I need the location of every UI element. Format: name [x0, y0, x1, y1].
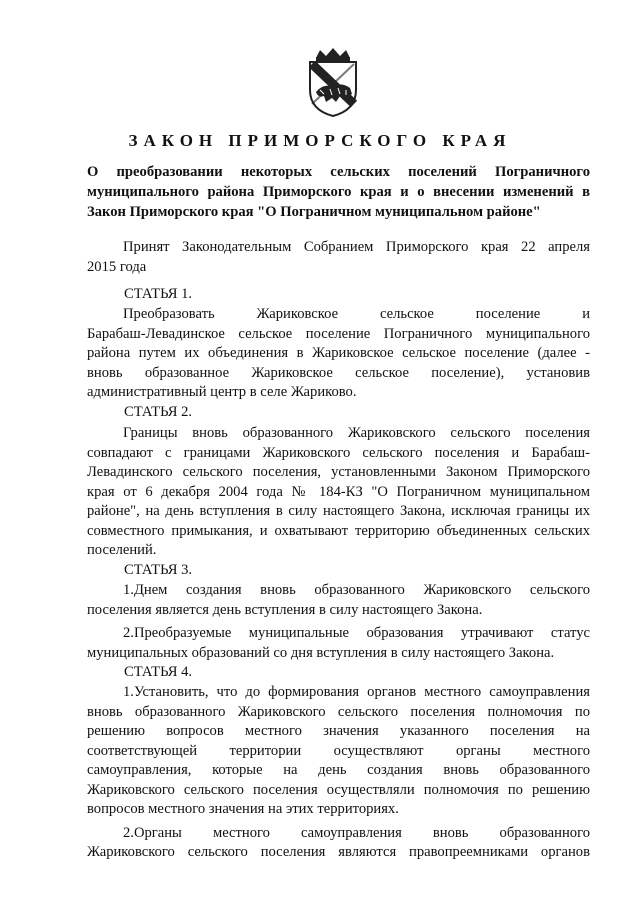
article-heading: СТАТЬЯ 3.	[124, 562, 193, 578]
article-line: вновь образованное Жариковское сельское поселение), установив	[87, 364, 590, 381]
law-subject	[87, 162, 590, 222]
article-line: Жариковского сельского поселения являются правопреемниками органов	[87, 844, 590, 860]
article-line: 2.Органы местного самоуправления вновь образованного	[123, 824, 590, 841]
article-heading: СТАТЬЯ 2.	[124, 404, 193, 420]
article-line: 1.Днем создания вновь образованного Жариковского сельского	[123, 582, 590, 598]
article-line: совместного примыкания, и охватывают территорию объединенных сельских	[87, 522, 590, 539]
article-body	[87, 305, 590, 403]
article-line: поселения является день вступления в силу настоящего Закона.	[87, 601, 483, 618]
article-line: 2.Преобразуемые муниципальные образования утрачивают статус	[123, 625, 590, 641]
article-line: совпадают с границами Жариковского сельского поселения и Барабаш-	[87, 444, 590, 461]
adoption-line: 2015 года	[87, 259, 147, 275]
subject-line: О преобразовании некоторых сельских поселений Пограничного	[87, 164, 590, 180]
subject-line: муниципального района Приморского края и о внесении изменений в	[87, 184, 590, 200]
article-body	[87, 424, 590, 561]
article-body	[87, 581, 590, 663]
article-heading: СТАТЬЯ 1.	[124, 286, 193, 302]
article-line: самоуправления, которые на день создания вновь образованного	[87, 762, 590, 778]
article-line: районе", на день вступления в силу настоящего Закона, исключая границы их	[87, 503, 590, 519]
article-body	[87, 683, 590, 863]
document-title: ЗАКОН ПРИМОРСКОГО КРАЯ	[128, 131, 512, 150]
article-line: Преобразовать Жариковское сельское поселение и	[123, 306, 590, 322]
article-line: Левадинского сельского поселения, установленными Законом Приморского	[87, 464, 590, 480]
coat-of-arms-icon	[302, 48, 364, 118]
article-line: административный центр в селе Жариково.	[87, 384, 357, 400]
article-heading: СТАТЬЯ 4.	[124, 664, 193, 680]
article-line: вновь образованного Жариковского сельского поселения полномочия по	[87, 703, 590, 720]
article-line: соответствующей территории осуществляют органы местного	[87, 742, 590, 759]
article-line: Границы вновь образованного Жариковского сельского поселения	[123, 425, 590, 441]
adoption-line: Принят Законодательным Собранием Приморского края 22 апреля	[123, 239, 590, 255]
article-line: решению вопросов местного значения указанного поселения на	[87, 723, 590, 739]
adoption-note	[87, 237, 590, 277]
article-line: Жариковского сельского поселения осуществляли полномочия по решению	[87, 781, 590, 798]
article-line: района путем их объединения в Жариковское сельское поселение (далее -	[87, 345, 590, 361]
article-line: 1.Установить, что до формирования органов местного самоуправления	[123, 684, 590, 700]
subject-line: Закон Приморского края "О Пограничном муниципальном районе"	[87, 204, 541, 220]
article-line: вопросов местного значения на этих территориях.	[87, 801, 399, 817]
article-line: Барабаш-Левадинское сельское поселение Пограничного муниципального	[87, 325, 590, 342]
article-line: поселений.	[87, 542, 157, 558]
article-line: муниципальных образований со дня вступления в силу настоящего Закона.	[87, 644, 555, 661]
article-line: края от 6 декабря 2004 года № 184-КЗ "О Пограничном муниципальном	[87, 483, 590, 500]
